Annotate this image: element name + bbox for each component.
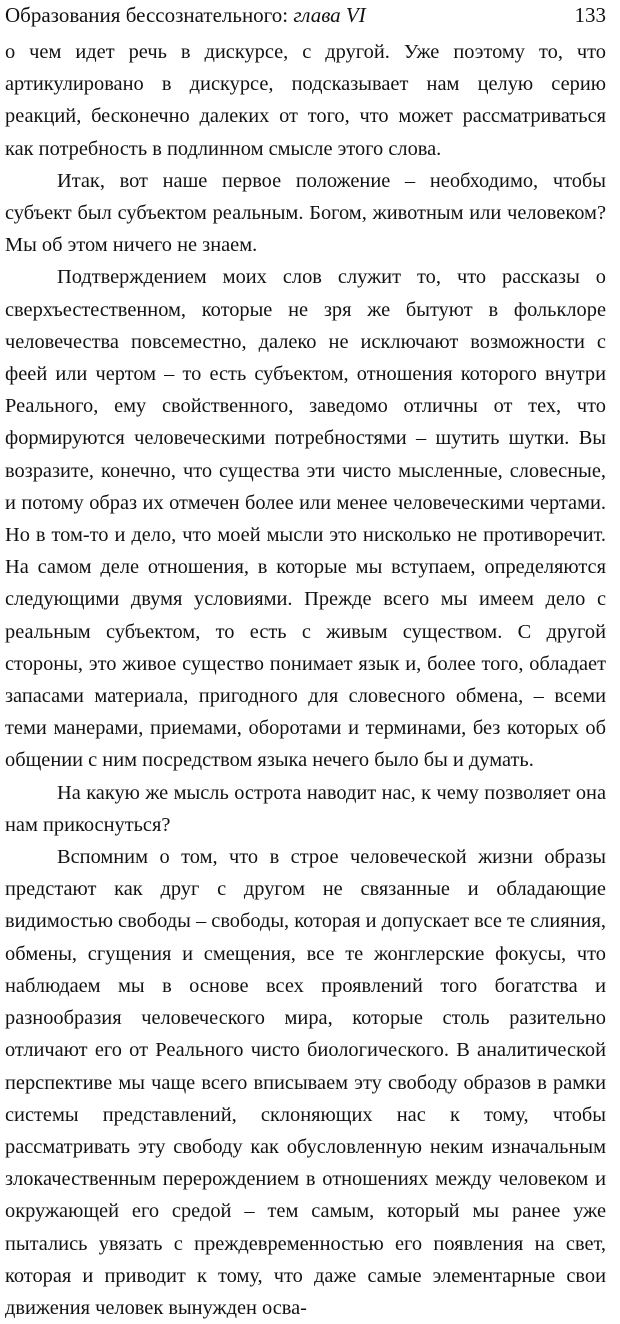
- paragraph: Вспомним о том, что в строе человеческой жизни образы предстают как друг с другом не связанные и обладающие видимостью свободы – свободы, которая и допускает все те слияния, обмены, сгущения и смещения, все те жонглерские фокусы, что наблюдаем мы в основе всех проявлений того богатства и разнообразия человеческого мира, которые столь разительно отличают его от Реального чисто биологического. В аналитической перспективе мы чаще всего вписываем эту свободу образов в рамки системы представлений, склоняющих нас к тому, чтобы рассматривать эту свободу как обусловленную неким изначальным злокачественным перерождением в отношениях между человеком и окружающей его средой – тем самым, который мы ранее уже пытались увязать с преждевременностью его появления на свет, которая и приводит к тому, что даже самые элементарные свои движения человек вынужден осва-: [5, 846, 606, 1319]
- page-number: 133: [574, 3, 606, 27]
- running-head: [5, 0, 606, 30]
- paragraph: Подтверждением моих слов служит то, что рассказы о сверхъестественном, которые не зря же бытуют в фольклоре человечества повсеместно, далеко не исключают возможности с феей или чертом – то есть субъектом, отношения которого внутри Реального, ему свойственного, заведомо отличны от тех, что формируются человеческими потребностями – шутить шутки. Вы возразите, конечно, что существа эти чисто мысленные, словесные, и потому образ их отмечен более или менее человеческими чертами. Но в том-то и дело, что моей мысли это нисколько не противоречит. На самом деле отношения, в которые мы вступаем, определяются следующими двумя условиями. Прежде всего мы имеем дело с реальным субъектом, то есть с живым существом. С другой стороны, это живое существо понимает язык и, более того, обладает запасами материала, пригодного для словесного обмена, – всеми теми манерами, приемами, оборотами и терминами, без которых об общении с ним посредством языка нечего было бы и думать.: [5, 266, 606, 772]
- running-head-title: [5, 0, 366, 30]
- book-title-text: Образования бессознательного:: [5, 3, 289, 27]
- body-text: [5, 36, 606, 1324]
- chapter-label: глава VI: [293, 3, 366, 27]
- paragraph: На какую же мысль острота наводит нас, к чему позволяет она нам прикоснуться?: [5, 781, 606, 836]
- paragraph: Итак, вот наше первое положение – необходимо, чтобы субъект был субъектом реальным. Богом, животным или человеком? Мы об этом ничего не знаем.: [5, 169, 606, 257]
- paragraph-continued: о чем идет речь в дискурсе, с другой. Уже поэтому то, что артикулировано в дискурсе, подсказывает нам целую серию реакций, бесконечно далеких от того, что может рассматриваться как потребность в подлинном смысле этого слова.: [5, 41, 606, 160]
